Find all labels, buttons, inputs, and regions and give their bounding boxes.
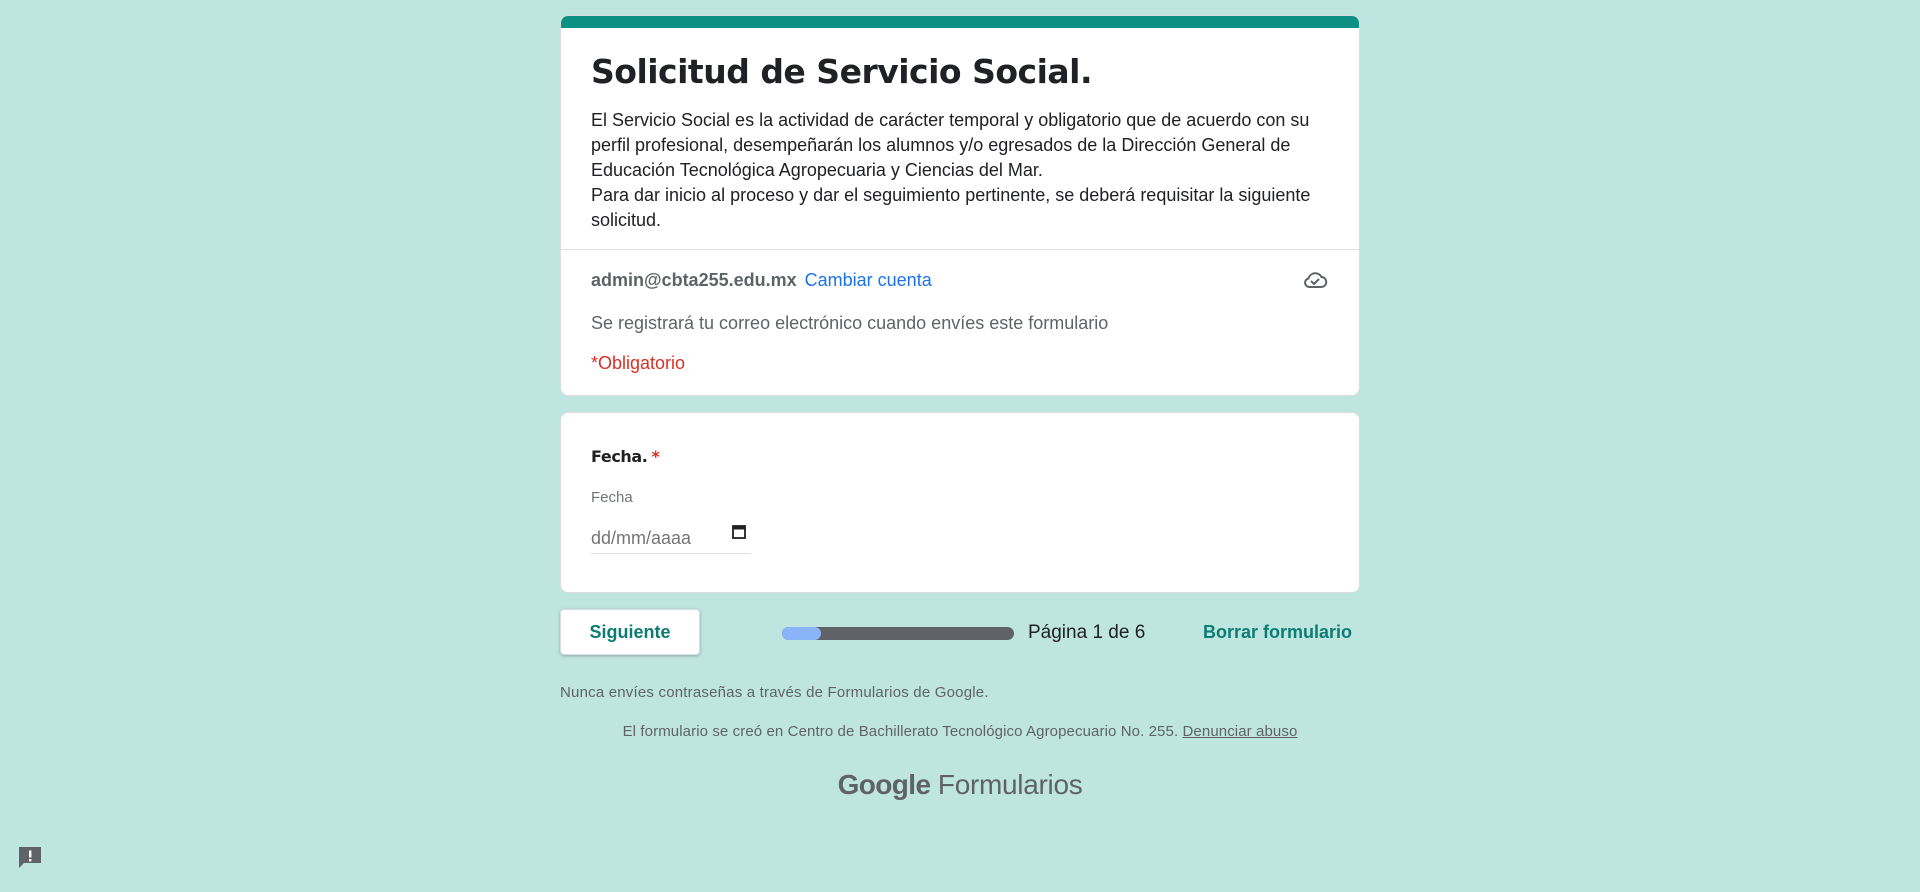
progress-bar — [782, 627, 1014, 640]
google-forms-logo[interactable] — [560, 768, 1360, 802]
account-email: admin@cbta255.edu.mx — [591, 270, 797, 290]
description-line: El Servicio Social es la actividad de carácter temporal y obligatorio que de acuerdo con su — [591, 110, 1310, 130]
description-line: Para dar inicio al proceso y dar el seguimiento pertinente, se deberá requisitar la siguiente — [591, 185, 1311, 205]
clear-form-button[interactable]: Borrar formulario — [1202, 622, 1352, 642]
calendar-icon[interactable] — [731, 524, 747, 540]
progress-fill — [782, 627, 821, 640]
email-record-notice: Se registrará tu correo electrónico cuando envíes este formulario — [591, 313, 1109, 333]
description-line: perfil profesional, desempeñarán los alumnos y/o egresados de la Dirección General de — [591, 135, 1291, 155]
header-body — [561, 28, 1359, 249]
form-header-card — [560, 15, 1360, 396]
cloud-check-icon — [1301, 268, 1329, 292]
password-warning: Nunca envíes contraseñas a través de Formularios de Google. — [560, 684, 989, 701]
form-title: Solicitud de Servicio Social. — [591, 52, 1093, 91]
navigation-row — [560, 609, 1360, 655]
required-asterisk: * — [651, 447, 660, 466]
date-field-label: Fecha — [591, 489, 633, 506]
created-by-text: El formulario se creó en Centro de Bachillerato Tecnológico Agropecuario No. 255. — [622, 723, 1179, 740]
form-container — [560, 15, 1360, 802]
required-note: *Obligatorio — [591, 353, 686, 373]
question-card-fecha — [560, 412, 1360, 593]
header-accent-bar — [561, 16, 1359, 28]
description-line: Educación Tecnológica Agropecuaria y Ciencias del Mar. — [591, 160, 1043, 180]
question-title-text: Fecha. — [591, 447, 648, 466]
next-button[interactable]: Siguiente — [560, 609, 700, 655]
page-indicator: Página 1 de 6 — [1028, 622, 1146, 643]
date-input[interactable] — [591, 520, 701, 550]
account-row — [591, 268, 1329, 292]
question-title — [591, 445, 1329, 469]
switch-account-link[interactable]: Cambiar cuenta — [804, 270, 932, 290]
date-field — [591, 520, 751, 554]
logo-google-text: Google — [837, 769, 931, 800]
description-line: solicitud. — [591, 210, 662, 230]
feedback-icon[interactable] — [16, 844, 44, 870]
form-description — [591, 108, 1329, 233]
footer-created-text — [560, 722, 1360, 742]
report-abuse-link[interactable]: Denunciar abuso — [1182, 723, 1298, 740]
logo-product-text: Formularios — [937, 769, 1083, 800]
account-section — [561, 250, 1359, 395]
